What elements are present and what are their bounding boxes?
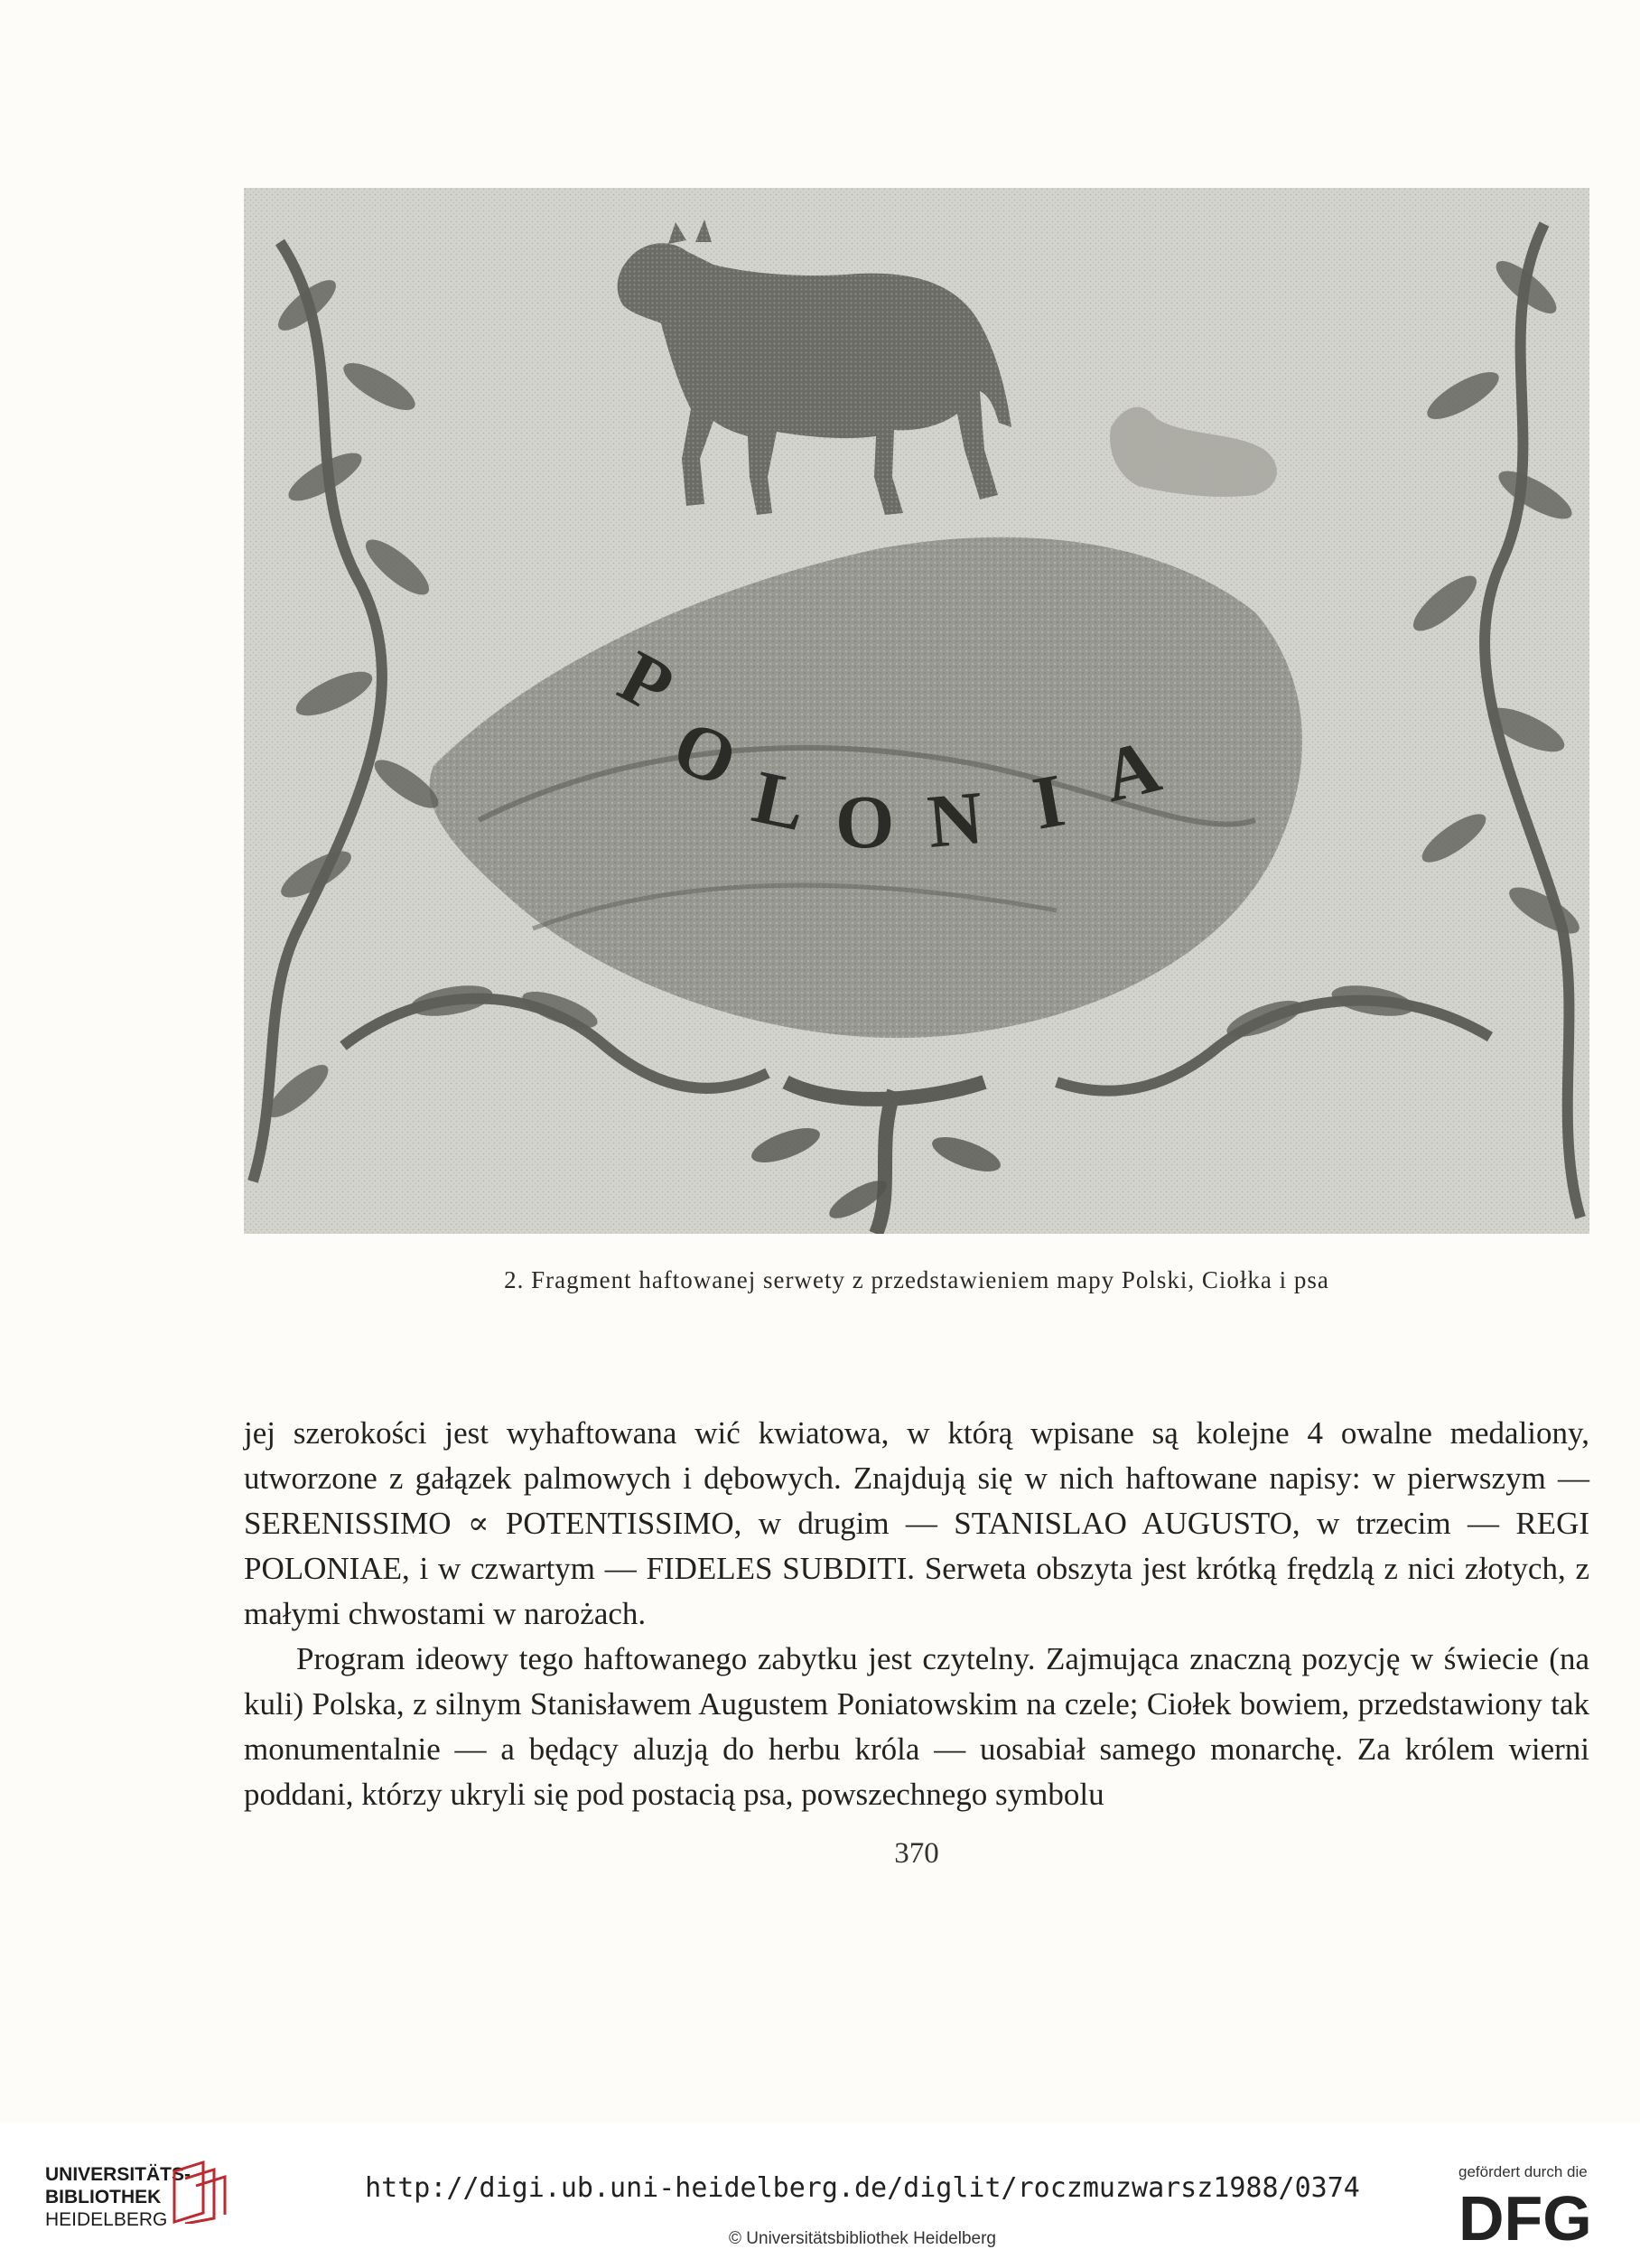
map-letter-p: P [606, 634, 687, 731]
paragraph: Program ideowy tego haftowanego zabytku jest czytelny. Zajmująca znaczną pozycję w świecie (na kuli) Polska, z silnym Stanisławem Augustem Poniatowskim na czele; Ciołek bowiem, przedstawiony tak monumentalnie — a będący aluzją do herbu króla — uosabiał samego monarchę. Za królem wierni poddani, którzy ukryli się pod postacią psa, powszechnego symbolu [244, 1641, 1589, 1812]
library-logo-line: UNIVERSITÄTS- [45, 2164, 191, 2185]
copyright-notice: © Universitätsbibliothek Heidelberg [729, 2229, 996, 2248]
dfg-logo-text: DFG [1458, 2184, 1592, 2249]
embroidery-photo-drawing [244, 188, 1589, 1234]
library-logo-line: HEIDELBERG [45, 2209, 168, 2230]
map-letter-o: O [661, 704, 749, 805]
library-mark-icon [167, 2159, 228, 2224]
paragraph: jej szerokości jest wyhaftowana wić kwiatowa, w którą wpisane są kolejne 4 owalne medaliony, utworzone z gałązek palmowych i dębowych. Znajdują się w nich haftowane napisy: w pierwszym — SERENISSIMO ∝ POTENTISSIMO, w drugim — STANISLAO AUGUSTO, w trzecim — REGI POLONIAE, i w czwartym — FIDELES SUBDITI. Serweta obszyta jest krótką frędzlą z nici złotych, z małymi chwostami w narożach. [244, 1415, 1589, 1631]
figure-caption: 2. Fragment haftowanej serwety z przedstawieniem mapy Polski, Ciołka i psa [504, 1266, 1329, 1293]
map-letter-i: I [1027, 758, 1071, 846]
map-letter-o2: O [835, 780, 895, 864]
dfg-logo-icon [1458, 2184, 1617, 2249]
map-letter-n: N [924, 775, 987, 864]
body-text [244, 1411, 1589, 1817]
page-number: 370 [894, 1837, 939, 1870]
embroidery-photo [244, 188, 1589, 1234]
document-url[interactable]: http://digi.ub.uni-heidelberg.de/diglit/roczmuzwarsz1988/0374 [365, 2172, 1360, 2204]
map-letter-l: L [746, 754, 814, 848]
library-logo-line: BIBLIOTHEK [45, 2187, 162, 2207]
map-letter-a: A [1095, 723, 1169, 819]
funding-label: gefördert durch die [1458, 2163, 1588, 2180]
digitization-footer [0, 2123, 1640, 2268]
